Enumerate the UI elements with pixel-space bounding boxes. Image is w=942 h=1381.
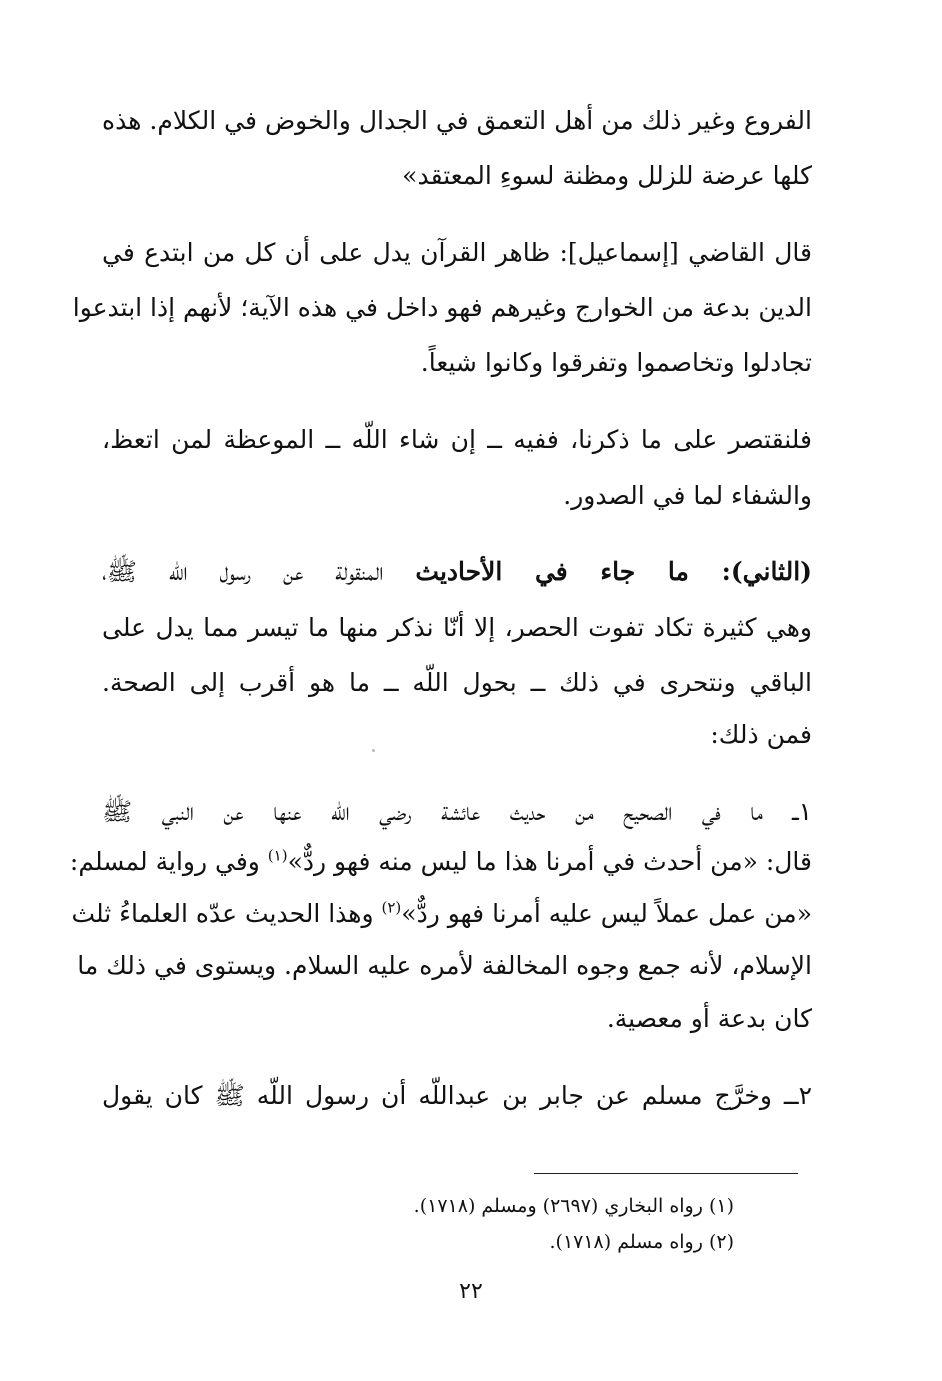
footnote-1: (١) رواه البخاري (٢٦٩٧) ومسلم (١٧١٨). (413, 1195, 734, 1217)
paragraph-4-line-3: الباقي ونتحرى في ذلك ــ بحول اللّه ــ ما هو أقرب إلى الصحة. (102, 668, 812, 697)
scan-speck (372, 749, 375, 752)
footnote-2: (٢) رواه مسلم (١٧١٨). (549, 1231, 734, 1253)
paragraph-2-line-2: الدين بدعة من الخوارج وغيرهم فهو داخل في هذه الآية؛ لأنهم إذا ابتدعوا (72, 293, 812, 322)
paragraph-5-line-1: ١ــ ما في الصحيح من حديث عائشة رضي اللّه عنها عن النبي ﷺ (102, 797, 812, 826)
paragraph-4-line-2: وهي كثيرة تكاد تفوت الحصر، إلا أنّا نذكر منها ما تيسر مما يدل على (102, 613, 812, 642)
hadith-quote-2: «من عمل عملاً ليس عليه أمرنا فهو ردٌّ» (401, 899, 812, 928)
paragraph-5-line-3-rest: وهذا الحديث عدّه العلماءُ ثلث (71, 899, 382, 928)
paragraph-1-line-1: الفروع وغير ذلك من أهل التعمق في الجدال والخوض في الكلام. هذه (102, 106, 812, 135)
paragraph-5-line-3 (71, 894, 812, 934)
footnote-ref-2: (٢) (381, 898, 402, 917)
page-number: ٢٢ (459, 1279, 483, 1304)
footnote-ref-1: (١) (267, 846, 288, 865)
hadith-quote-1: قال: «من أحدث في أمرنا هذا ما ليس منه فهو ردٌّ» (287, 847, 812, 876)
paragraph-6-line-1: ٢ــ وخرَّج مسلم عن جابر بن عبداللّه أن رسول اللّه ﷺ كان يقول (102, 1081, 812, 1110)
section-heading: (الثاني): ما جاء في الأحاديث (415, 557, 812, 586)
paragraph-5-line-5: كان بدعة أو معصية. (606, 1004, 812, 1033)
paragraph-4-line-1-rest: المنقولة عن رسول اللّه ﷺ، (102, 557, 416, 586)
footnote-separator (534, 1173, 798, 1174)
paragraph-3-line-1: فلنقتصر على ما ذكرنا، ففيه ــ إن شاء اللّه ــ الموعظة لمن اتعظ، (102, 425, 812, 454)
paragraph-5-line-4: الإسلام، لأنه جمع وجوه المخالفة لأمره عليه السلام. ويستوى في ذلك ما (77, 951, 812, 980)
paragraph-5-line-2-rest: وفي رواية لمسلم: (69, 847, 268, 876)
paragraph-1-line-2: كلها عرضة للزلل ومظنة لسوءِ المعتقد» (402, 161, 812, 190)
paragraph-2-line-3: تجادلوا وتخاصموا وتفرقوا وكانوا شيعاً. (420, 348, 812, 377)
paragraph-5-line-2 (69, 842, 812, 882)
paragraph-4-line-4: فمن ذلك: (710, 720, 812, 749)
paragraph-2-line-1: قال القاضي [إسماعيل]: ظاهر القرآن يدل على أن كل من ابتدع في (102, 238, 812, 267)
paragraph-4-line-1 (102, 552, 812, 592)
paragraph-3-line-2: والشفاء لما في الصدور. (563, 481, 812, 510)
